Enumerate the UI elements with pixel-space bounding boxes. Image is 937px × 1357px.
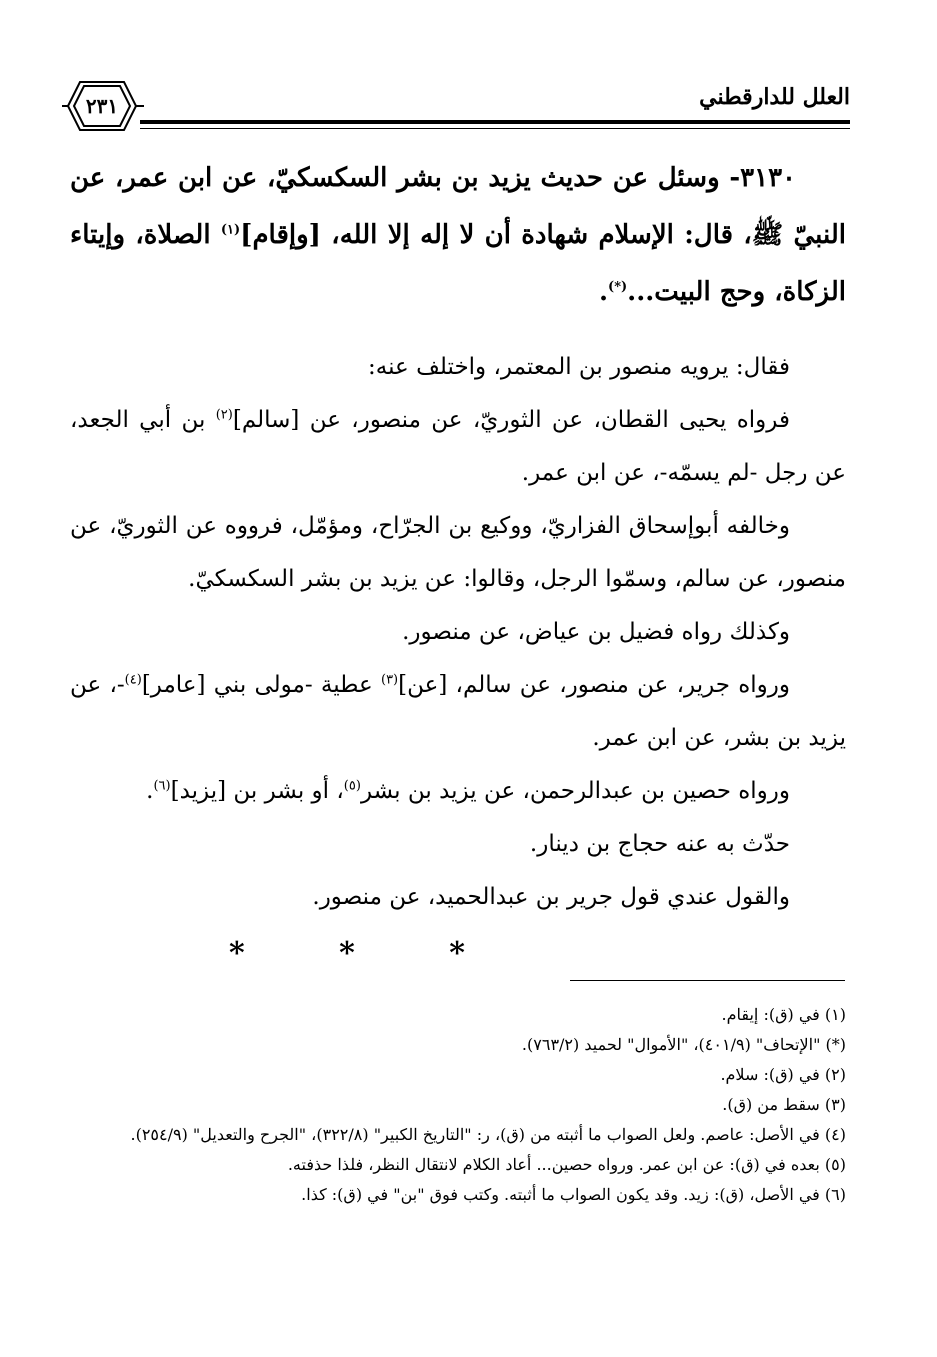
answer-paragraph-7: حدّث به عنه حجاج بن دينار. xyxy=(529,831,790,857)
p6-text-b: ، أو بشر بن [يزيد] xyxy=(170,778,344,804)
question-paragraph xyxy=(70,150,846,321)
answer-paragraph-4: وكذلك رواه فضيل بن عياض، عن منصور. xyxy=(402,619,790,645)
section-divider-stars: * * * xyxy=(229,936,507,971)
answer-paragraph-2 xyxy=(70,394,846,500)
p5-text-c: -، عن يزيد بن بشر، عن ابن عمر. xyxy=(70,672,846,751)
page-number: ٢٣١ xyxy=(85,94,119,118)
footnote-star: (*) "الإتحاف" (٤٠١/٩)، "الأموال" لحميد (٧٦٣/٢). xyxy=(521,1035,846,1054)
page-number-badge xyxy=(60,80,144,132)
footnote-separator xyxy=(570,980,845,981)
footnote-1: (١) في (ق): إيقام. xyxy=(721,1005,846,1024)
running-title: العلل للدارقطني xyxy=(699,84,850,110)
footnote-ref-star[interactable]: (*) xyxy=(608,279,628,295)
footnote-2: (٢) في (ق): سلام. xyxy=(720,1065,846,1084)
page-header xyxy=(60,78,850,138)
answer-paragraph-1: فقال: يرويه منصور بن المعتمر، واختلف عنه: xyxy=(368,354,790,380)
p6-text-c: . xyxy=(146,778,154,804)
p6-text-a: ورواه حصين بن عبدالرحمن، عن يزيد بن بشر xyxy=(360,778,790,804)
question-text-b: الصلاة، وإيتاء الزكاة، وحج البيت... xyxy=(70,220,846,307)
footnotes xyxy=(70,1000,846,1210)
footnote-4: (٤) في الأصل: عاصم. ولعل الصواب ما أثبته من (ق)، ر: "التاريخ الكبير" (٣٢٢/٨)، "الجرح والتعديل" (٢٥٤/٩). xyxy=(130,1125,846,1144)
answer-paragraph-8: والقول عندي قول جرير بن عبدالحميد، عن منصور. xyxy=(312,884,790,910)
main-text xyxy=(70,150,846,971)
footnote-ref-3[interactable]: (٣) xyxy=(380,672,399,688)
footnote-ref-6[interactable]: (٦) xyxy=(153,778,171,794)
footnote-6: (٦) في الأصل، (ق): زيد. وقد يكون الصواب ما أثبته. وكتب فوق "بن" في (ق): كذا. xyxy=(301,1185,846,1204)
question-number: ٣١٣٠- xyxy=(729,163,796,193)
p2-text-a: فرواه يحيى القطان، عن الثوريّ، عن منصور، عن [سالم] xyxy=(232,407,790,433)
p5-text-b: عطية -مولى بني [عامر] xyxy=(141,672,381,698)
answer-paragraph-6 xyxy=(70,765,846,818)
header-rule-thick xyxy=(140,120,850,124)
footnote-3: (٣) سقط من (ق). xyxy=(722,1095,846,1114)
footnote-5: (٥) بعده في (ق): عن ابن عمر. ورواه حصين... أعاد الكلام لانتقال النظر، فلذا حذفته. xyxy=(287,1155,846,1174)
footnote-ref-4[interactable]: (٤) xyxy=(124,672,142,688)
question-text-c: . xyxy=(598,277,609,307)
answer-paragraph-5 xyxy=(70,659,846,765)
footnote-ref-5[interactable]: (٥) xyxy=(343,778,361,794)
p2-text-b: بن أبي الجعد، عن رجل -لم يسمّه-، عن ابن عمر. xyxy=(70,407,846,486)
question-text-a: وسئل عن حديث يزيد بن بشر السكسكيّ، عن ابن عمر، عن النبيّ ﷺ، قال: الإسلام شهادة أن لا إله إلا الله، [وإقام] xyxy=(70,163,846,250)
answer-paragraph-3: وخالفه أبوإسحاق الفزاريّ، ووكيع بن الجرّاح، ومؤمّل، فرووه عن الثوريّ، عن منصور، عن سالم، وسمّوا الرجل، وقالوا: عن يزيد بن بشر السكسكيّ. xyxy=(70,513,846,592)
header-rule-thin xyxy=(140,128,850,129)
footnote-ref-2[interactable]: (٢) xyxy=(215,407,233,423)
p5-text-a: ورواه جرير، عن منصور، عن سالم، [عن] xyxy=(398,672,791,698)
footnote-ref-1[interactable]: (١) xyxy=(220,222,241,238)
